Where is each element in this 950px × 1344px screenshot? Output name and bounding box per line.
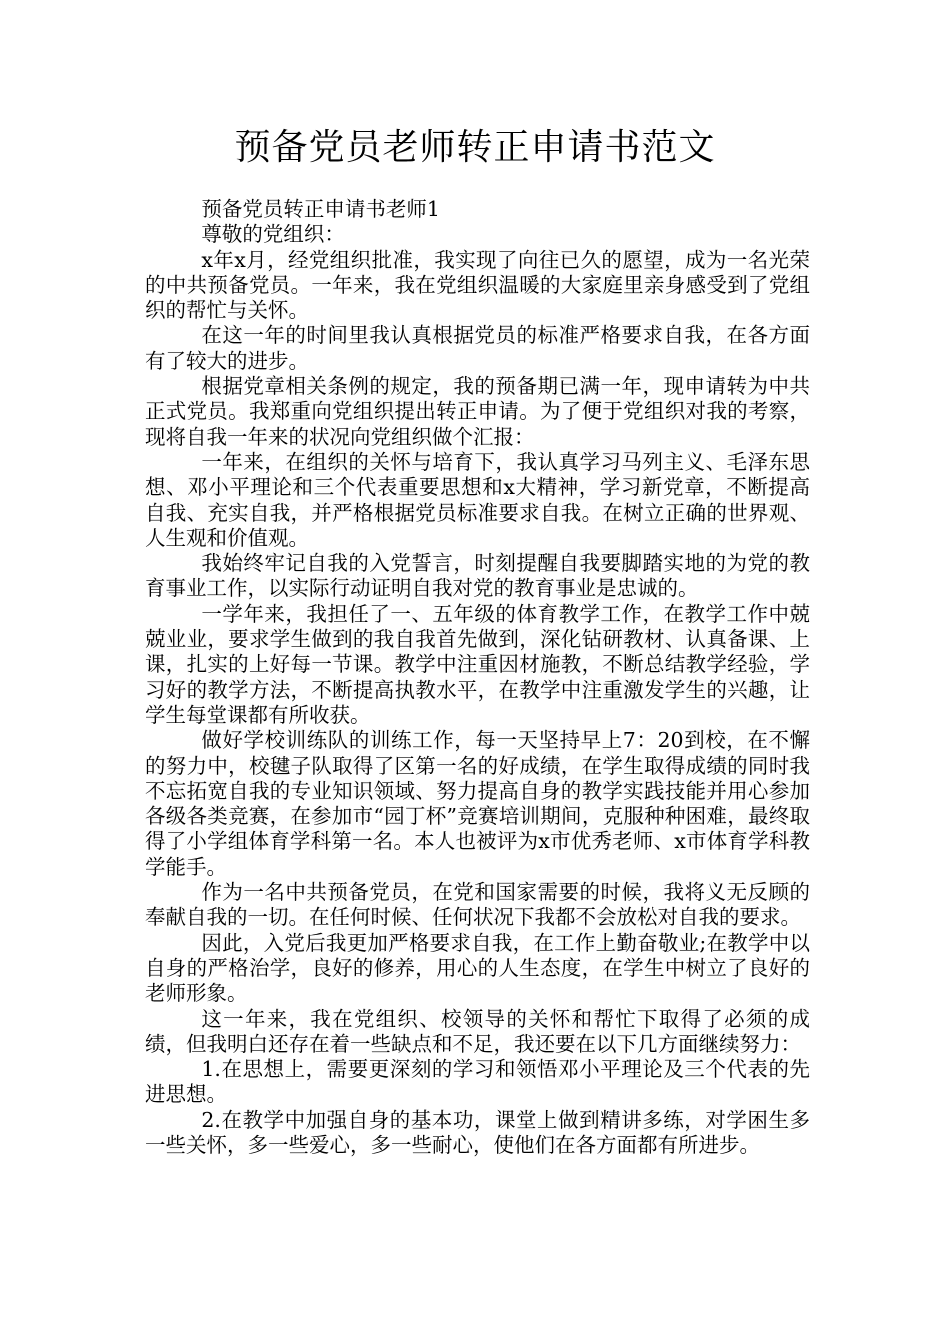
paragraph: 在这一年的时间里我认真根据党员的标准严格要求自我，在各方面有了较大的进步。: [145, 323, 810, 373]
list-item: 1.在思想上，需要更深刻的学习和领悟邓小平理论及三个代表的先进思想。: [145, 1057, 810, 1107]
list-item: 2.在教学中加强自身的基本功，课堂上做到精讲多练，对学困生多一些关怀，多一些爱心，多一些耐心，使他们在各方面都有所进步。: [145, 1107, 810, 1157]
document-title: 预备党员老师转正申请书范文: [234, 127, 716, 168]
document-body: [145, 197, 810, 1158]
paragraph: 这一年来，我在党组织、校领导的关怀和帮忙下取得了必须的成绩，但我明白还存在着一些缺点和不足，我还要在以下几方面继续努力：: [145, 1006, 810, 1056]
paragraph: 因此，入党后我更加严格要求自我，在工作上勤奋敬业;在教学中以自身的严格治学，良好的修养，用心的人生态度，在学生中树立了良好的老师形象。: [145, 930, 810, 1006]
paragraph: 一学年来，我担任了一、五年级的体育教学工作，在教学工作中兢兢业业，要求学生做到的我自我首先做到，深化钻研教材、认真备课、上课，扎实的上好每一节课。教学中注重因材施教，不断总结教学经验，学习好的教学方法，不断提高执教水平，在教学中注重激发学生的兴趣，让学生每堂课都有所收获。: [145, 601, 810, 727]
paragraph-heading: 预备党员转正申请书老师1: [201, 197, 440, 221]
paragraph: 我始终牢记自我的入党誓言，时刻提醒自我要脚踏实地的为党的教育事业工作，以实际行动证明自我对党的教育事业是忠诚的。: [145, 551, 810, 601]
paragraph-salutation: 尊敬的党组织：: [201, 222, 345, 247]
paragraph: 一年来，在组织的关怀与培育下，我认真学习马列主义、毛泽东思想、邓小平理论和三个代表重要思想和x大精神，学习新党章，不断提高自我、充实自我，并严格根据党员标准要求自我。在树立正确的世界观、人生观和价值观。: [145, 449, 810, 550]
paragraph: 作为一名中共预备党员，在党和国家需要的时候，我将义无反顾的奉献自我的一切。在任何时候、任何状况下我都不会放松对自我的要求。: [145, 880, 810, 930]
paragraph: x年x月，经党组织批准，我实现了向往已久的愿望，成为一名光荣的中共预备党员。一年来，我在党组织温暖的大家庭里亲身感受到了党组织的帮忙与关怀。: [145, 247, 810, 323]
paragraph: 做好学校训练队的训练工作，每一天坚持早上7：20到校，在不懈的努力中，校毽子队取得了区第一名的好成绩，在学生取得成绩的同时我不忘拓宽自我的专业知识领域、努力提高自身的教学实践技能并用心参加各级各类竞赛，在参加市“园丁杯”竞赛培训期间，克服种种困难，最终取得了小学组体育学科第一名。本人也被评为x市优秀老师、x市体育学科教学能手。: [145, 728, 810, 879]
paragraph: 根据党章相关条例的规定，我的预备期已满一年，现申请转为中共正式党员。我郑重向党组织提出转正申请。为了便于党组织对我的考察，现将自我一年来的状况向党组织做个汇报：: [145, 374, 810, 449]
